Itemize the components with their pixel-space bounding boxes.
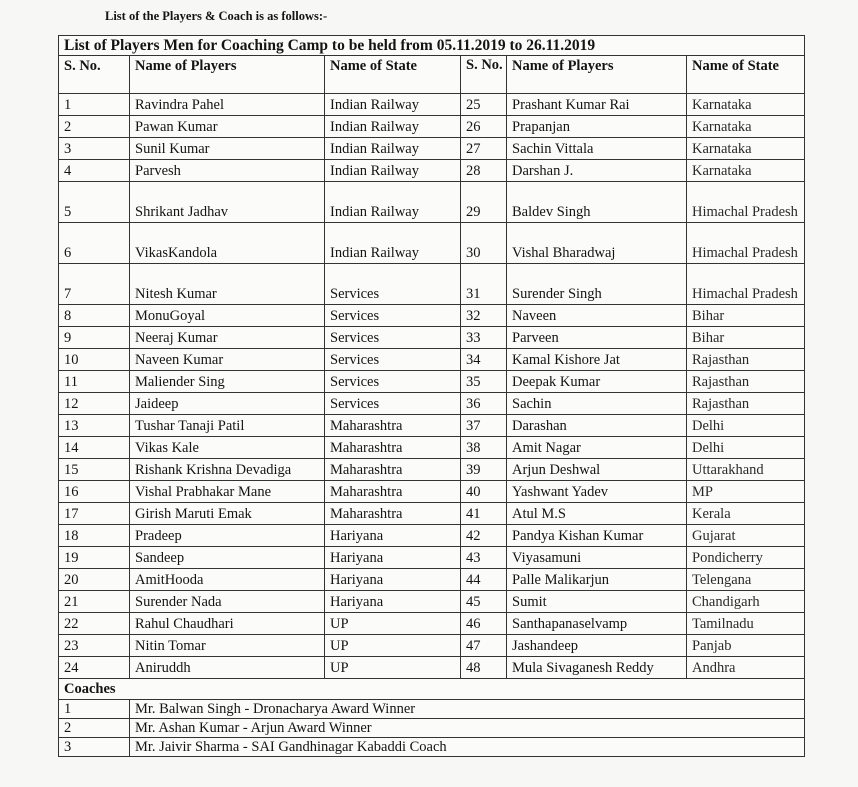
left-state: UP xyxy=(325,635,461,657)
right-sno: 27 xyxy=(461,138,507,160)
right-player-name: Deepak Kumar xyxy=(507,371,687,393)
right-player-name: Kamal Kishore Jat xyxy=(507,349,687,371)
left-player-name: Vishal Prabhakar Mane xyxy=(130,481,325,503)
right-state: Telengana xyxy=(687,569,805,591)
right-sno: 29 xyxy=(461,182,507,223)
right-sno: 25 xyxy=(461,94,507,116)
right-player-name: Darashan xyxy=(507,415,687,437)
right-player-name: Pandya Kishan Kumar xyxy=(507,525,687,547)
right-sno: 31 xyxy=(461,264,507,305)
coaches-heading: Coaches xyxy=(59,679,805,700)
right-sno: 47 xyxy=(461,635,507,657)
right-state: Bihar xyxy=(687,327,805,349)
left-sno: 21 xyxy=(59,591,130,613)
coach-sno: 1 xyxy=(59,700,130,719)
left-player-name: Neeraj Kumar xyxy=(130,327,325,349)
left-state: Indian Railway xyxy=(325,116,461,138)
left-sno: 1 xyxy=(59,94,130,116)
right-state: Himachal Pradesh xyxy=(687,182,805,223)
coach-sno: 3 xyxy=(59,738,130,757)
left-sno: 3 xyxy=(59,138,130,160)
column-header: Name of Players xyxy=(130,56,325,94)
right-state: Gujarat xyxy=(687,525,805,547)
right-player-name: Yashwant Yadev xyxy=(507,481,687,503)
right-state: Himachal Pradesh xyxy=(687,264,805,305)
table-row xyxy=(59,613,805,635)
right-player-name: Parveen xyxy=(507,327,687,349)
right-sno: 32 xyxy=(461,305,507,327)
right-sno: 45 xyxy=(461,591,507,613)
right-sno: 26 xyxy=(461,116,507,138)
right-player-name: Arjun Deshwal xyxy=(507,459,687,481)
right-player-name: Mula Sivaganesh Reddy xyxy=(507,657,687,679)
column-header: S. No. xyxy=(461,56,507,94)
right-sno: 28 xyxy=(461,160,507,182)
left-player-name: Aniruddh xyxy=(130,657,325,679)
left-player-name: Rishank Krishna Devadiga xyxy=(130,459,325,481)
table-row xyxy=(59,547,805,569)
left-player-name: Nitesh Kumar xyxy=(130,264,325,305)
table-row xyxy=(59,264,805,305)
left-sno: 8 xyxy=(59,305,130,327)
left-state: Services xyxy=(325,349,461,371)
right-sno: 42 xyxy=(461,525,507,547)
table-row xyxy=(59,503,805,525)
left-sno: 23 xyxy=(59,635,130,657)
table-title: List of Players Men for Coaching Camp to be held from 05.11.2019 to 26.11.2019 xyxy=(59,36,805,56)
right-state: Uttarakhand xyxy=(687,459,805,481)
table-row xyxy=(59,349,805,371)
right-sno: 38 xyxy=(461,437,507,459)
left-sno: 24 xyxy=(59,657,130,679)
column-header: Name of State xyxy=(687,56,805,94)
table-row xyxy=(59,569,805,591)
left-player-name: Pradeep xyxy=(130,525,325,547)
coach-row xyxy=(59,700,805,719)
left-player-name: Tushar Tanaji Patil xyxy=(130,415,325,437)
right-state: MP xyxy=(687,481,805,503)
right-state: Tamilnadu xyxy=(687,613,805,635)
left-player-name: Naveen Kumar xyxy=(130,349,325,371)
left-state: Maharashtra xyxy=(325,503,461,525)
right-player-name: Amit Nagar xyxy=(507,437,687,459)
coach-name: Mr. Jaivir Sharma - SAI Gandhinagar Kabaddi Coach xyxy=(130,738,805,757)
left-player-name: Sandeep xyxy=(130,547,325,569)
left-sno: 18 xyxy=(59,525,130,547)
right-player-name: Surender Singh xyxy=(507,264,687,305)
left-player-name: Vikas Kale xyxy=(130,437,325,459)
left-sno: 20 xyxy=(59,569,130,591)
right-state: Rajasthan xyxy=(687,393,805,415)
players-table xyxy=(58,35,805,757)
table-row xyxy=(59,525,805,547)
table-row xyxy=(59,437,805,459)
left-player-name: Maliender Sing xyxy=(130,371,325,393)
left-sno: 11 xyxy=(59,371,130,393)
table-row xyxy=(59,223,805,264)
right-player-name: Naveen xyxy=(507,305,687,327)
table-row xyxy=(59,635,805,657)
right-player-name: Palle Malikarjun xyxy=(507,569,687,591)
right-sno: 37 xyxy=(461,415,507,437)
table-row xyxy=(59,415,805,437)
right-sno: 46 xyxy=(461,613,507,635)
right-sno: 30 xyxy=(461,223,507,264)
left-sno: 17 xyxy=(59,503,130,525)
left-state: Hariyana xyxy=(325,569,461,591)
left-state: Maharashtra xyxy=(325,481,461,503)
left-state: Services xyxy=(325,305,461,327)
right-state: Andhra xyxy=(687,657,805,679)
left-state: Services xyxy=(325,371,461,393)
right-player-name: Sachin xyxy=(507,393,687,415)
left-state: UP xyxy=(325,613,461,635)
right-sno: 41 xyxy=(461,503,507,525)
left-player-name: Jaideep xyxy=(130,393,325,415)
left-sno: 10 xyxy=(59,349,130,371)
column-header-row xyxy=(59,56,805,94)
left-sno: 15 xyxy=(59,459,130,481)
left-player-name: VikasKandola xyxy=(130,223,325,264)
right-player-name: Prapanjan xyxy=(507,116,687,138)
left-sno: 4 xyxy=(59,160,130,182)
right-state: Kerala xyxy=(687,503,805,525)
left-sno: 9 xyxy=(59,327,130,349)
left-state: Maharashtra xyxy=(325,437,461,459)
left-sno: 7 xyxy=(59,264,130,305)
right-sno: 34 xyxy=(461,349,507,371)
right-sno: 44 xyxy=(461,569,507,591)
right-player-name: Vishal Bharadwaj xyxy=(507,223,687,264)
left-sno: 2 xyxy=(59,116,130,138)
right-sno: 48 xyxy=(461,657,507,679)
left-player-name: Surender Nada xyxy=(130,591,325,613)
left-state: Hariyana xyxy=(325,591,461,613)
left-player-name: MonuGoyal xyxy=(130,305,325,327)
right-player-name: Santhapanaselvamp xyxy=(507,613,687,635)
coach-row xyxy=(59,738,805,757)
right-sno: 36 xyxy=(461,393,507,415)
left-player-name: Girish Maruti Emak xyxy=(130,503,325,525)
left-sno: 19 xyxy=(59,547,130,569)
right-sno: 39 xyxy=(461,459,507,481)
coach-name: Mr. Ashan Kumar - Arjun Award Winner xyxy=(130,719,805,738)
right-sno: 43 xyxy=(461,547,507,569)
right-player-name: Viyasamuni xyxy=(507,547,687,569)
table-row xyxy=(59,116,805,138)
left-player-name: Ravindra Pahel xyxy=(130,94,325,116)
right-state: Delhi xyxy=(687,415,805,437)
left-state: Indian Railway xyxy=(325,223,461,264)
table-row xyxy=(59,138,805,160)
left-state: Maharashtra xyxy=(325,459,461,481)
table-row xyxy=(59,327,805,349)
right-state: Himachal Pradesh xyxy=(687,223,805,264)
left-state: Hariyana xyxy=(325,547,461,569)
table-row xyxy=(59,393,805,415)
right-player-name: Jashandeep xyxy=(507,635,687,657)
right-sno: 33 xyxy=(461,327,507,349)
coach-sno: 2 xyxy=(59,719,130,738)
right-state: Chandigarh xyxy=(687,591,805,613)
right-state: Karnataka xyxy=(687,138,805,160)
left-state: Hariyana xyxy=(325,525,461,547)
right-sno: 40 xyxy=(461,481,507,503)
table-row xyxy=(59,182,805,223)
coach-row xyxy=(59,719,805,738)
right-state: Panjab xyxy=(687,635,805,657)
right-player-name: Darshan J. xyxy=(507,160,687,182)
left-state: Indian Railway xyxy=(325,94,461,116)
left-state: Indian Railway xyxy=(325,160,461,182)
right-state: Karnataka xyxy=(687,160,805,182)
left-player-name: Parvesh xyxy=(130,160,325,182)
table-row xyxy=(59,459,805,481)
left-state: Services xyxy=(325,393,461,415)
left-state: Services xyxy=(325,264,461,305)
right-sno: 35 xyxy=(461,371,507,393)
left-player-name: Pawan Kumar xyxy=(130,116,325,138)
column-header: Name of State xyxy=(325,56,461,94)
left-state: Indian Railway xyxy=(325,182,461,223)
table-row xyxy=(59,305,805,327)
right-state: Karnataka xyxy=(687,94,805,116)
right-state: Karnataka xyxy=(687,116,805,138)
left-state: Indian Railway xyxy=(325,138,461,160)
right-player-name: Sachin Vittala xyxy=(507,138,687,160)
left-player-name: Sunil Kumar xyxy=(130,138,325,160)
right-player-name: Atul M.S xyxy=(507,503,687,525)
column-header: S. No. xyxy=(59,56,130,94)
left-sno: 12 xyxy=(59,393,130,415)
table-row xyxy=(59,657,805,679)
left-sno: 13 xyxy=(59,415,130,437)
table-row xyxy=(59,481,805,503)
right-state: Rajasthan xyxy=(687,371,805,393)
left-sno: 5 xyxy=(59,182,130,223)
right-player-name: Baldev Singh xyxy=(507,182,687,223)
right-state: Bihar xyxy=(687,305,805,327)
right-state: Rajasthan xyxy=(687,349,805,371)
right-state: Delhi xyxy=(687,437,805,459)
page-header: List of the Players & Coach is as follows:- xyxy=(105,9,328,23)
column-header: Name of Players xyxy=(507,56,687,94)
left-player-name: AmitHooda xyxy=(130,569,325,591)
left-state: UP xyxy=(325,657,461,679)
left-player-name: Nitin Tomar xyxy=(130,635,325,657)
left-sno: 14 xyxy=(59,437,130,459)
left-player-name: Shrikant Jadhav xyxy=(130,182,325,223)
left-sno: 6 xyxy=(59,223,130,264)
left-sno: 22 xyxy=(59,613,130,635)
left-state: Maharashtra xyxy=(325,415,461,437)
left-sno: 16 xyxy=(59,481,130,503)
table-row xyxy=(59,371,805,393)
right-state: Pondicherry xyxy=(687,547,805,569)
table-row xyxy=(59,160,805,182)
left-state: Services xyxy=(325,327,461,349)
right-player-name: Prashant Kumar Rai xyxy=(507,94,687,116)
table-row xyxy=(59,94,805,116)
right-player-name: Sumit xyxy=(507,591,687,613)
left-player-name: Rahul Chaudhari xyxy=(130,613,325,635)
table-row xyxy=(59,591,805,613)
coach-name: Mr. Balwan Singh - Dronacharya Award Winner xyxy=(130,700,805,719)
